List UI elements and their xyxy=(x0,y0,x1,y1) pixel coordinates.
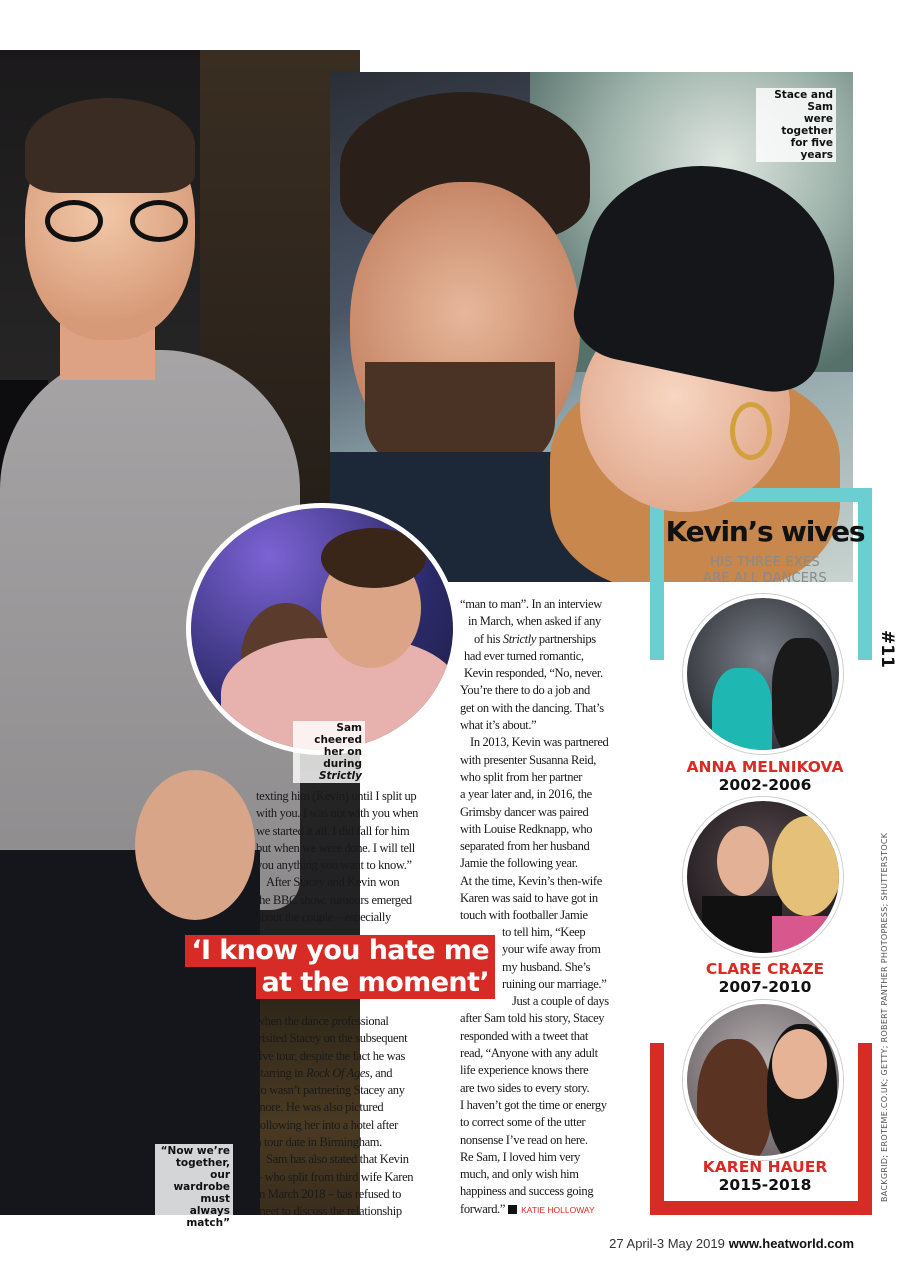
strictly-audience-photo xyxy=(186,503,458,755)
wife-photo-karen xyxy=(683,1000,843,1160)
article-column-left-top: texting him (Kevin) until I split up with you. I was not with you when we started it all. I did fall for him but when we were done. I will tell you anything you want to know.” After Stacey and Kevin won the BBC show, rumours emerged about the couple – especially xyxy=(256,789,419,925)
website-url: www.heatworld.com xyxy=(728,1236,854,1251)
byline: KATIE HOLLOWAY xyxy=(521,1204,595,1215)
article-column-right-top: “man to man”. In an interview in March, when asked if any of his Strictly partnerships had ever turned romantic, Kevin responded, “No, never. You’re there to do a job and get on with the dancing. That’s what it’s about.” In 2013, Kevin was partnered with presenter Susanna Reid, who split from her partner a year later and, in 2016, the Grimsby dancer was paired with Louise Redknapp, who separated from her husband Jamie the following year. At the time, Kevin’s then-wife Karen was said to have got in touch with footballer Jamie xyxy=(460,597,609,923)
circle-photo-caption: Sam cheered her on during Strictly xyxy=(293,721,365,783)
wife-years-clare: 2007-2010 xyxy=(718,978,812,996)
wife-photo-clare xyxy=(683,797,843,957)
wife-years-karen: 2015-2018 xyxy=(718,1176,812,1194)
kevin-photo-caption: “Now we’re together, our wardrobe must always match” xyxy=(155,1144,233,1230)
page-number-mark: #11 xyxy=(877,630,897,668)
photo-credits: BACKGRID; EROTEME.CO.UK; GETTY; ROBERT PANTHER PHOTOPRESS; SHUTTERSTOCK xyxy=(880,832,889,1202)
sidebar-subtitle: HIS THREE EXES ARE ALL DANCERS xyxy=(703,555,827,586)
wife-photo-anna xyxy=(683,594,843,754)
article-column-left-bottom: when the dance professional visited Stacey on the subsequent live tour, despite the fact he was starring in Rock Of Ages, and so wasn’t partnering Stacey any more. He was also pictured following her into a hotel after a tour date in Birmingham. Sam has also stated that Kevin – who split from third wife Karen in March 2018 – has refused to meet to discuss the relationship xyxy=(256,1014,414,1219)
end-mark-icon xyxy=(508,1205,517,1214)
sidebar-title: Kevin’s wives xyxy=(665,515,865,548)
couple-photo-caption: Stace and Sam were together for five years xyxy=(756,88,836,162)
wife-name-clare: CLARE CRAZE xyxy=(705,960,825,978)
wife-name-karen: KAREN HAUER xyxy=(702,1158,828,1176)
page-footer xyxy=(609,1236,854,1251)
wife-name-anna: ANNA MELNIKOVA xyxy=(686,758,844,776)
wife-years-anna: 2002-2006 xyxy=(718,776,812,794)
pull-quote: ‘I know you hate me at the moment’ xyxy=(200,935,495,999)
issue-date: 27 April-3 May 2019 xyxy=(609,1236,725,1251)
article-column-right-bottom: to tell him, “Keep your wife away from my husband. She’s ruining our marriage.” Just a couple of days after Sam told his story, Stacey responded with a tweet that read, “Anyone with any adult life experience knows there are two sides to every story. I haven’t got the time or energy to correct some of the utter nonsense I’ve read on here. Re Sam, I loved him very much, and only wish him happiness and success going forward.” KATIE HOLLOWAY xyxy=(460,925,609,1216)
